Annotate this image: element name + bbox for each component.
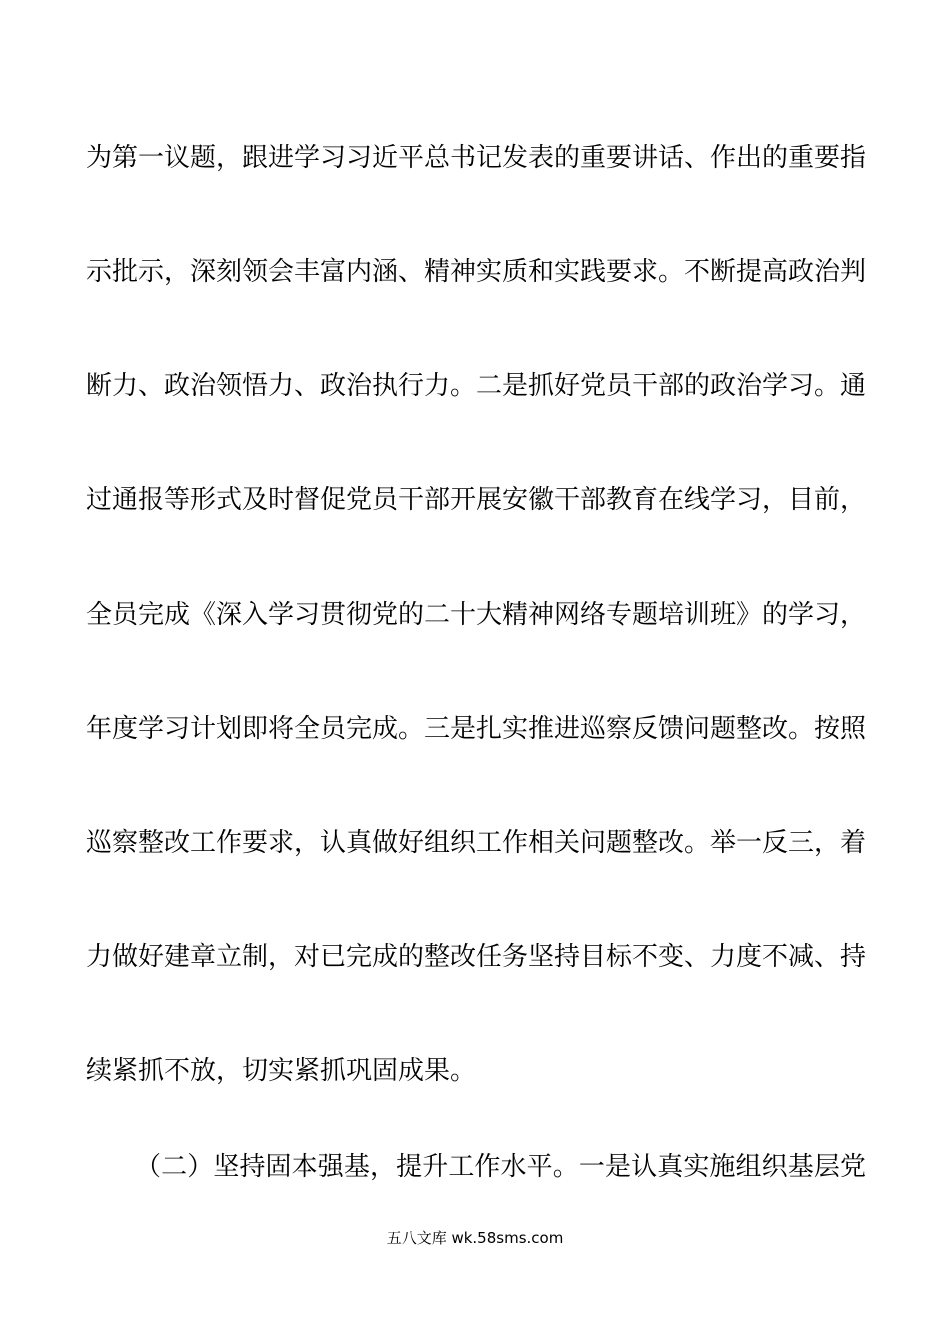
section-heading-line: （二）坚持固本强基，提升工作水平。一是认真实施组织基层党 [135,1152,866,1182]
paragraph-line: 全员完成《深入学习贯彻党的二十大精神网络专题培训班》的学习， [86,600,867,630]
paragraph-line: 续紧抓不放，切实紧抓巩固成果。 [86,1056,477,1086]
paragraph-line: 过通报等形式及时督促党员干部开展安徽干部教育在线学习，目前， [86,485,867,515]
paragraph-line: 年度学习计划即将全员完成。三是扎实推进巡察反馈问题整改。按照 [86,714,867,744]
paragraph-line: 断力、政治领悟力、政治执行力。二是抓好党员干部的政治学习。通 [86,371,867,401]
paragraph-line: 力做好建章立制，对已完成的整改任务坚持目标不变、力度不减、持 [86,942,867,972]
paragraph-line: 巡察整改工作要求，认真做好组织工作相关问题整改。举一反三，着 [86,828,867,858]
paragraph-line: 示批示，深刻领会丰富内涵、精神实质和实践要求。不断提高政治判 [86,257,867,287]
paragraph-line: 为第一议题，跟进学习习近平总书记发表的重要讲话、作出的重要指 [86,143,867,173]
footer-watermark: 五八文库 wk.58sms.com [386,1229,564,1247]
